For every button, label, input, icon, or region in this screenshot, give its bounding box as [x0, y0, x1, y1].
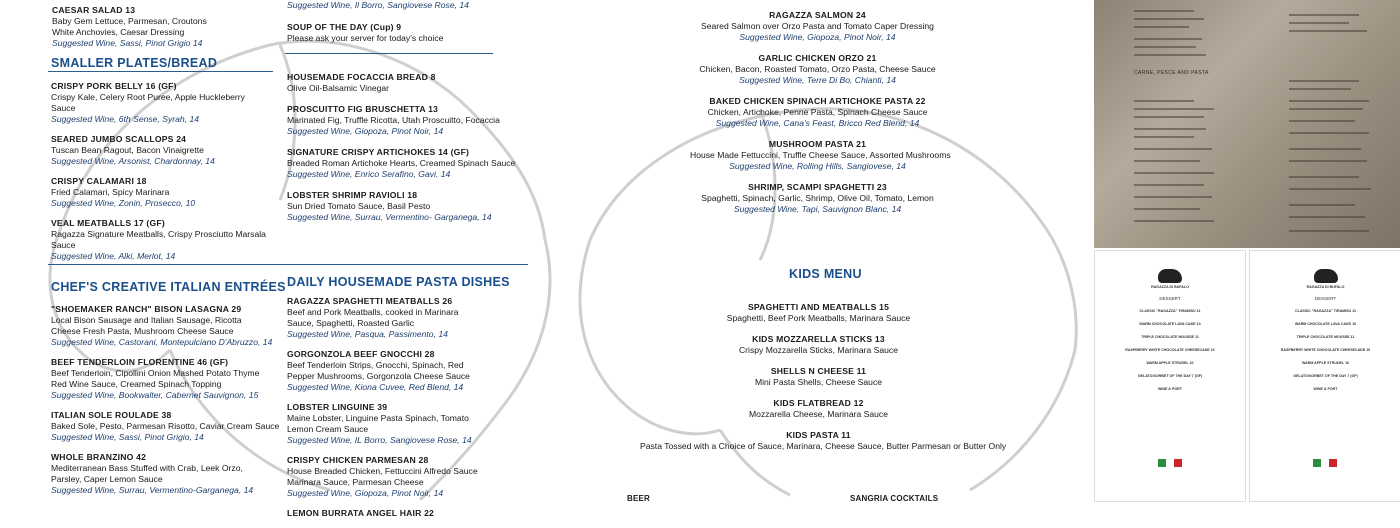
bison-logo-icon: [1158, 269, 1182, 283]
item-name: KIDS FLATBREAD 12: [773, 398, 864, 408]
item-name: MUSHROOM PASTA 21: [768, 139, 867, 149]
item-desc: Local Bison Sausage and Italian Sausage, Ricotta Cheese Fresh Pasta, Mushroom Cheese Sauce: [51, 315, 242, 336]
item-wine: Suggested Wine, Bookwalter, Cabernet Sauvignon, 15: [51, 390, 259, 400]
item-desc: Crispy Kale, Celery Root Puree, Apple Huckleberry Sauce: [51, 92, 245, 113]
item-desc: Mediterranean Bass Stuffed with Crab, Leek Orzo, Parsley, Caper Lemon Sauce: [51, 463, 243, 484]
item-desc: Beef and Pork Meatballs, cooked in Marinara Sauce, Spaghetti, Roasted Garlic: [287, 307, 459, 328]
item-wine: Suggested Wine, Tapi, Sauvignon Blanc, 14: [733, 204, 902, 214]
item-desc: Baked Sole, Pesto, Parmesan Risotto, Caviar Cream Sauce: [51, 421, 280, 431]
italian-flag-icon: [1158, 459, 1182, 467]
menu-item: [51, 357, 261, 401]
menu-photo: [1094, 0, 1400, 248]
dessert-item: RASPBERRY WHITE CHOCOLATE CHEESECAKE 10: [1280, 348, 1371, 352]
item-name: HOUSEMADE FOCACCIA BREAD 8: [287, 72, 436, 82]
item-desc: Baby Gem Lettuce, Parmesan, Croutons: [52, 16, 207, 26]
menu-item: [51, 452, 261, 496]
dessert-item: WARM CHOCOLATE LAVA CAKE 10: [1139, 322, 1201, 326]
item-wine: Suggested Wine, Arsonist, Chardonnay, 14: [51, 156, 215, 166]
item-wine: Suggested Wine, Alki, Merlot, 14: [51, 251, 176, 261]
item-name: BEEF TENDERLOIN FLORENTINE 46 (GF): [51, 357, 229, 367]
menu-item: [51, 176, 271, 209]
item-name: SHRIMP, SCAMPI SPAGHETTI 23: [748, 182, 887, 192]
item-wine: Suggested Wine, Kiona Cuvee, Red Blend, 14: [287, 382, 464, 392]
dessert-item: TRIPLE CHOCOLATE MOUSSE 11: [1296, 335, 1355, 339]
menu-item: [690, 182, 945, 215]
menu-item-soup: [287, 22, 512, 44]
item-wine: Suggested Wine, Cana's Feast, Bricco Red Blend, 14: [715, 118, 920, 128]
item-desc: House Breaded Chicken, Fettuccini Alfredo Sauce Marinara Sauce, Parmesan Cheese: [287, 466, 478, 487]
menu-item: [51, 410, 280, 443]
item-wine: Suggested Wine, IL Borro, Sangiovese Rose, 14: [287, 435, 472, 445]
item-name: BAKED CHICKEN SPINACH ARTICHOKE PASTA 22: [709, 96, 926, 106]
item-desc: Ragazza Signature Meatballs, Crispy Prosciutto Marsala Sauce: [51, 229, 266, 250]
item-name: LOBSTER SHRIMP RAVIOLI 18: [287, 190, 418, 200]
item-wine: Suggested Wine, Giopoza, Pinot Noir, 14: [739, 32, 896, 42]
section-header-pasta: DAILY HOUSEMADE PASTA DISHES: [287, 275, 510, 289]
item-desc: Please ask your server for today's choice: [287, 33, 444, 43]
dessert-item: CLASSIC "RAGAZZA" TIRAMISU 11: [1139, 309, 1201, 313]
dessert-card-right: [1249, 250, 1400, 502]
menu-column-2: [287, 0, 512, 53]
item-name: CAESAR SALAD 13: [52, 5, 136, 15]
item-desc: Beef Tenderloin, Cipollini Onion Mashed Potato Thyme Red Wine Sauce, Creamed Spinach Topping: [51, 368, 260, 389]
item-desc: Spaghetti, Beef Pork Meatballs, Marinara Sauce: [726, 313, 911, 323]
dessert-card-left: [1094, 250, 1246, 502]
menu-column-1: [52, 5, 267, 58]
item-desc: Sun Dried Tomato Sauce, Basil Pesto: [287, 201, 431, 211]
item-desc: Pasta Tossed with a Choice of Sauce, Marinara, Cheese Sauce, Butter Parmesan or Butter Only: [640, 441, 1007, 451]
menu-item: [287, 349, 487, 393]
menu-item: [287, 104, 517, 137]
menu-photo-lines: [1094, 0, 1400, 248]
menu-item: [51, 134, 271, 167]
dessert-item: GELATO/SORBET OF THE DAY 7 (GF): [1293, 374, 1358, 378]
item-name: SHELLS N CHEESE 11: [770, 366, 867, 376]
menu-item: [287, 72, 517, 94]
menu-item: [690, 53, 945, 86]
item-wine: Suggested Wine, Rolling Hills, Sangiovese, 14: [729, 161, 906, 171]
item-desc: Crispy Mozzarella Sticks, Marinara Sauce: [738, 345, 899, 355]
item-wine: Suggested Wine, Sassi, Pinot Grigio 14: [52, 38, 203, 48]
menu-item: [690, 10, 945, 43]
menu-item: [640, 398, 997, 420]
item-wine: Suggested Wine, Zonin, Prosecco, 10: [51, 198, 196, 208]
item-desc: Mini Pasta Shells, Cheese Sauce: [754, 377, 883, 387]
item-wine: Suggested Wine, 6th Sense, Syrah, 14: [51, 114, 200, 124]
item-wine: Suggested Wine, Enrico Serafino, Gavi, 14: [287, 169, 451, 179]
item-name: LEMON BURRATA ANGEL HAIR 22: [287, 508, 435, 518]
item-name: SPAGHETTI AND MEATBALLS 15: [747, 302, 890, 312]
item-wine: Suggested Wine, Castorani, Montepulciano D'Abruzzo, 14: [51, 337, 273, 347]
dessert-item: WARM CHOCOLATE LAVA CAKE 10: [1294, 322, 1357, 326]
italian-flag-icon: [1313, 459, 1337, 467]
section-rule: [48, 71, 273, 72]
dessert-item: GELATO/SORBET OF THE DAY 7 (GF): [1137, 374, 1203, 378]
section-header-cocktails: SANGRIA COCKTAILS: [850, 494, 939, 503]
section-header-kids: KIDS MENU: [789, 267, 862, 281]
section-header-entrees: CHEF'S CREATIVE ITALIAN ENTRÉES: [51, 280, 286, 294]
menu-item: [690, 139, 951, 172]
item-name: SIGNATURE CRISPY ARTICHOKES 14 (GF): [287, 147, 470, 157]
item-wine: Suggested Wine, Surrau, Vermentino-Garganega, 14: [51, 485, 254, 495]
menu-item: [51, 304, 273, 348]
menu-item: [640, 430, 1007, 452]
dessert-item: RASPBERRY WHITE CHOCOLATE CHEESECAKE 10: [1125, 348, 1215, 352]
item-wine: Suggested Wine, Sassi, Pinot Grigio, 14: [51, 432, 204, 442]
kids-list: [640, 302, 1007, 461]
dessert-brand: RAGAZZA DI BUFALO: [1151, 285, 1189, 289]
item-name: RAGAZZA SALMON 24: [769, 10, 866, 20]
item-desc: Seared Salmon over Orzo Pasta and Tomato Caper Dressing: [701, 21, 934, 31]
item-desc: White Anchovies, Caesar Dressing: [52, 27, 185, 37]
menu-item: [640, 334, 997, 356]
item-name: SOUP OF THE DAY (Cup) 9: [287, 22, 402, 32]
section-rule: [285, 53, 493, 54]
item-desc: Maine Lobster, Linguine Pasta Spinach, Tomato Lemon Cream Sauce: [287, 413, 469, 434]
item-name: GARLIC CHICKEN ORZO 21: [758, 53, 877, 63]
dessert-title: DESSERT: [1159, 296, 1181, 301]
item-desc: Chicken, Artichoke, Penne Pasta, Spinach Cheese Sauce: [707, 107, 928, 117]
item-name: CRISPY CHICKEN PARMESAN 28: [287, 455, 429, 465]
bison-logo-icon: [1314, 269, 1338, 283]
item-desc: Beef Tenderloin Strips, Gnocchi, Spinach, Red Pepper Mushrooms, Gorgonzola Cheese Sauce: [287, 360, 470, 381]
item-name: PROSCUITTO FIG BRUSCHETTA 13: [287, 104, 439, 114]
entrees-list: [51, 304, 280, 505]
item-wine: Suggested Wine, Giopoza, Pinot Noir, 14: [287, 126, 444, 136]
item-name: SEARED JUMBO SCALLOPS 24: [51, 134, 187, 144]
menu-column-3: [690, 10, 951, 224]
section-header-smaller-plates: SMALLER PLATES/BREAD: [51, 56, 218, 70]
item-desc: House Made Fettuccini, Truffle Cheese Sauce, Assorted Mushrooms: [690, 150, 951, 160]
item-name: "SHOEMAKER RANCH" BISON LASAGNA 29: [51, 304, 242, 314]
dessert-title: DESSERT: [1314, 296, 1337, 301]
item-desc: Tuscan Bean Ragout, Bacon Vinaigrette: [51, 145, 204, 155]
section-header-beer: BEER: [627, 494, 651, 503]
item-desc: Chicken, Bacon, Roasted Tomato, Orzo Pasta, Cheese Sauce: [699, 64, 936, 74]
menu-item: [287, 508, 487, 519]
item-desc: Fried Calamari, Spicy Marinara: [51, 187, 170, 197]
dessert-item: TRIPLE CHOCOLATE MOUSSE 11: [1141, 335, 1199, 339]
item-wine: Suggested Wine, Pasqua, Passimento, 14: [287, 329, 448, 339]
item-name: KIDS PASTA 11: [786, 430, 851, 440]
dessert-item: WINE & PORT: [1313, 387, 1338, 391]
appetizers-list: [287, 72, 517, 232]
dessert-item: WARM APPLE STRUDEL 10: [1146, 361, 1194, 365]
menu-item: [690, 96, 945, 129]
item-name: GORGONZOLA BEEF GNOCCHI 28: [287, 349, 435, 359]
item-desc: Spaghetti, Spinach, Garlic, Shrimp, Olive Oil, Tomato, Lemon: [701, 193, 934, 203]
menu-item: [51, 81, 271, 125]
item-wine: Suggested Wine, Surrau, Vermentino- Garganega, 14: [287, 212, 492, 222]
menu-item: [640, 366, 997, 388]
item-desc: Olive Oil-Balsamic Vinegar: [287, 83, 390, 93]
menu-item: [51, 218, 271, 262]
menu-item: [287, 402, 487, 446]
item-name: RAGAZZA SPAGHETTI MEATBALLS 26: [287, 296, 453, 306]
item-desc: Marinated Fig, Truffle Ricotta, Utah Proscuitto, Focaccia: [287, 115, 500, 125]
menu-item: [640, 302, 997, 324]
dessert-brand: RAGAZZA DI BUFALO: [1306, 285, 1345, 289]
item-name: LOBSTER LINGUINE 39: [287, 402, 388, 412]
dessert-item: WINE & PORT: [1158, 387, 1182, 391]
item-wine: Suggested Wine, Terre Di Bo, Chianti, 14: [739, 75, 896, 85]
menu-item-caesar: [52, 5, 267, 49]
menu-item: [287, 190, 517, 223]
item-name: WHOLE BRANZINO 42: [51, 452, 147, 462]
item-name: CRISPY PORK BELLY 16 (GF): [51, 81, 177, 91]
item-name: VEAL MEATBALLS 17 (GF): [51, 218, 165, 228]
dessert-item: CLASSIC "RAGAZZA" TIRAMISU 11: [1295, 309, 1356, 313]
item-name: ITALIAN SOLE ROULADE 38: [51, 410, 172, 420]
menu-photo-heading: CARNE, PESCE AND PASTA: [1134, 70, 1209, 76]
item-name: CRISPY CALAMARI 18: [51, 176, 147, 186]
pasta-list: [287, 296, 487, 528]
menu-item: [287, 455, 487, 499]
smaller-plates-list: [51, 81, 271, 271]
item-desc: Breaded Roman Artichoke Hearts, Creamed Spinach Sauce: [287, 158, 516, 168]
section-rule: [48, 264, 528, 265]
item-name: KIDS MOZZARELLA STICKS 13: [752, 334, 885, 344]
item-desc: Mozzarella Cheese, Marinara Sauce: [749, 409, 888, 419]
item-wine: Suggested Wine, Il Borro, Sangiovese Rose, 14: [287, 0, 469, 10]
dessert-item: WARM APPLE STRUDEL 10: [1301, 361, 1350, 365]
menu-item: [287, 147, 517, 180]
item-wine: Suggested Wine, Giopoza, Pinot Noir, 14: [287, 488, 444, 498]
menu-item: [287, 296, 487, 340]
